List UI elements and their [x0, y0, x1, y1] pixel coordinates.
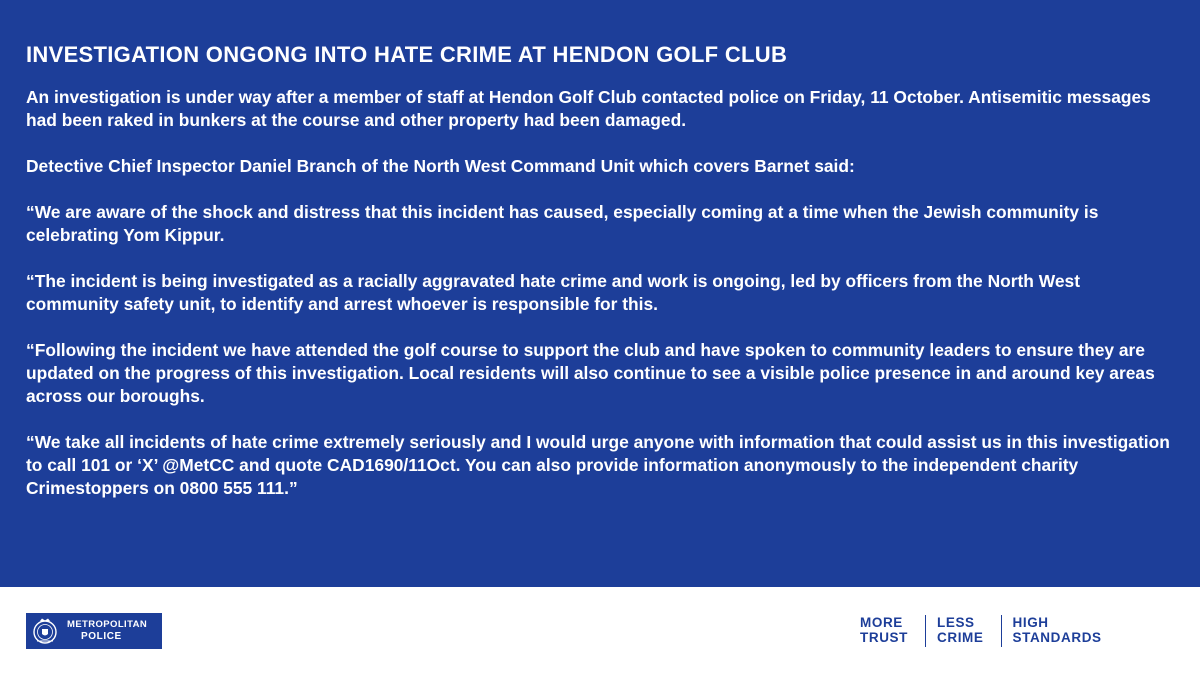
slogan-less-crime [937, 615, 984, 647]
slogan-crime: CRIME [937, 630, 984, 645]
slogan-standards: STANDARDS [1012, 630, 1102, 645]
paragraph-quote-1: “We are aware of the shock and distress that this incident has caused, especially coming at a time when the Jewish community is celebrating Yom Kippur. [26, 202, 1099, 245]
logo-text-police: POLICE [81, 631, 122, 642]
paragraph-intro: An investigation is under way after a member of staff at Hendon Golf Club contacted police on Friday, 11 October. Antisemitic messages had been raked in bunkers at the course and other property had been damaged. [26, 87, 1151, 130]
slogan-high: HIGH [1012, 615, 1049, 630]
slogan [860, 615, 1102, 647]
slogan-trust: TRUST [860, 630, 908, 645]
slogan-divider [925, 615, 926, 647]
metropolitan-police-logo [26, 613, 162, 649]
logo-text-metropolitan: METROPOLITAN [67, 619, 148, 630]
police-crest-icon [31, 617, 59, 645]
footer [0, 587, 1200, 675]
paragraph-quote-3: “Following the incident we have attended the golf course to support the club and have spoken to community leaders to ensure they are updated on the progress of this investigation. Local residents will also continue to see a visible police presence in and around key areas across our boroughs. [26, 340, 1155, 406]
paragraph-quote-4: “We take all incidents of hate crime extremely seriously and I would urge anyone with information that could assist us in this investigation to call 101 or ‘X’ @MetCC and quote CAD1690/11Oct. You can also provide information anonymously to the independent charity Crimestoppers on 0800 555 111.” [26, 432, 1170, 498]
slogan-divider [1001, 615, 1002, 647]
slogan-less: LESS [937, 615, 975, 630]
slogan-more-trust [860, 615, 908, 647]
headline: INVESTIGATION ONGONG INTO HATE CRIME AT HENDON GOLF CLUB [26, 42, 788, 67]
slogan-high-standards [1013, 615, 1102, 647]
paragraph-quote-2: “The incident is being investigated as a racially aggravated hate crime and work is ongoing, led by officers from the North West community safety unit, to identify and arrest whoever is responsible for this. [26, 271, 1080, 314]
slogan-more: MORE [860, 615, 903, 630]
paragraph-attribution: Detective Chief Inspector Daniel Branch of the North West Command Unit which covers Barnet said: [26, 156, 855, 176]
